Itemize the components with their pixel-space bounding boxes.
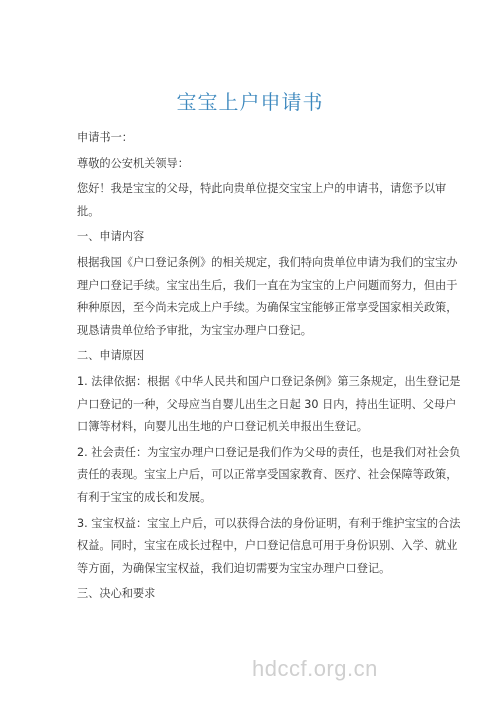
text-line: 2. 社会责任：为宝宝办理户口登记是我们作为父母的责任，也是我们对社会负 — [77, 445, 461, 459]
text-line: 三、决心和要求 — [77, 587, 156, 601]
request-paragraph — [77, 252, 458, 342]
text-line: 等方面，为确保宝宝权益，我们迫切需要为宝宝办理户口登记。 — [77, 561, 391, 575]
document-body — [77, 127, 461, 606]
text-line: 根据我国《户口登记条例》的相关规定，我们特向贵单位申请为我们的宝宝办 — [77, 255, 458, 269]
watermark: hdccf.org.cn — [252, 656, 378, 681]
reason-2-paragraph — [77, 442, 461, 510]
section-heading-2 — [77, 345, 427, 368]
section-heading-3 — [77, 583, 427, 606]
text-line: 二、申请原因 — [77, 349, 145, 363]
text-line: 种种原因，至今尚未完成上户手续。为确保宝宝能够正常享受国家相关政策， — [77, 301, 458, 315]
text-line: 尊敬的公安机关领导： — [77, 156, 189, 170]
text-line: 责任的表现。宝宝上户后，可以正常享受国家教育、医疗、社会保障等政策， — [77, 468, 458, 482]
greeting-paragraph — [77, 178, 447, 223]
text-line: 户口登记的一种，父母应当自婴儿出生之日起 30 日内，持出生证明、父母户 — [77, 397, 457, 411]
salutation — [77, 153, 427, 176]
text-line: 权益。同时，宝宝在成长过程中，户口登记信息可用于身份识别、入学、就业 — [77, 539, 458, 553]
document-title: 宝宝上户申请书 — [176, 90, 324, 114]
text-line: 一、申请内容 — [77, 230, 145, 244]
text-line: 1. 法律依据：根据《中华人民共和国户口登记条例》第三条规定，出生登记是 — [77, 374, 461, 388]
text-line: 理户口登记手续。宝宝出生后，我们一直在为宝宝的上户问题而努力，但由于 — [77, 278, 458, 292]
text-line: 有利于宝宝的成长和发展。 — [77, 490, 212, 504]
text-line: 批。 — [77, 204, 100, 218]
text-line: 3. 宝宝权益：宝宝上户后，可以获得合法的身份证明，有利于维护宝宝的合法 — [77, 516, 461, 530]
text-line: 口簿等材料，向婴儿出生地的户口登记机关申报出生登记。 — [77, 420, 368, 434]
letter-number — [77, 127, 427, 150]
reason-3-paragraph — [77, 513, 461, 581]
text-line: 您好！我是宝宝的父母，特此向贵单位提交宝宝上户的申请书，请您予以审 — [77, 182, 447, 196]
text-line: 现恳请贵单位给予审批，为宝宝办理户口登记。 — [77, 323, 312, 337]
section-heading-1 — [77, 226, 427, 249]
text-line: 申请书一： — [77, 131, 133, 144]
reason-1-paragraph — [77, 371, 461, 439]
